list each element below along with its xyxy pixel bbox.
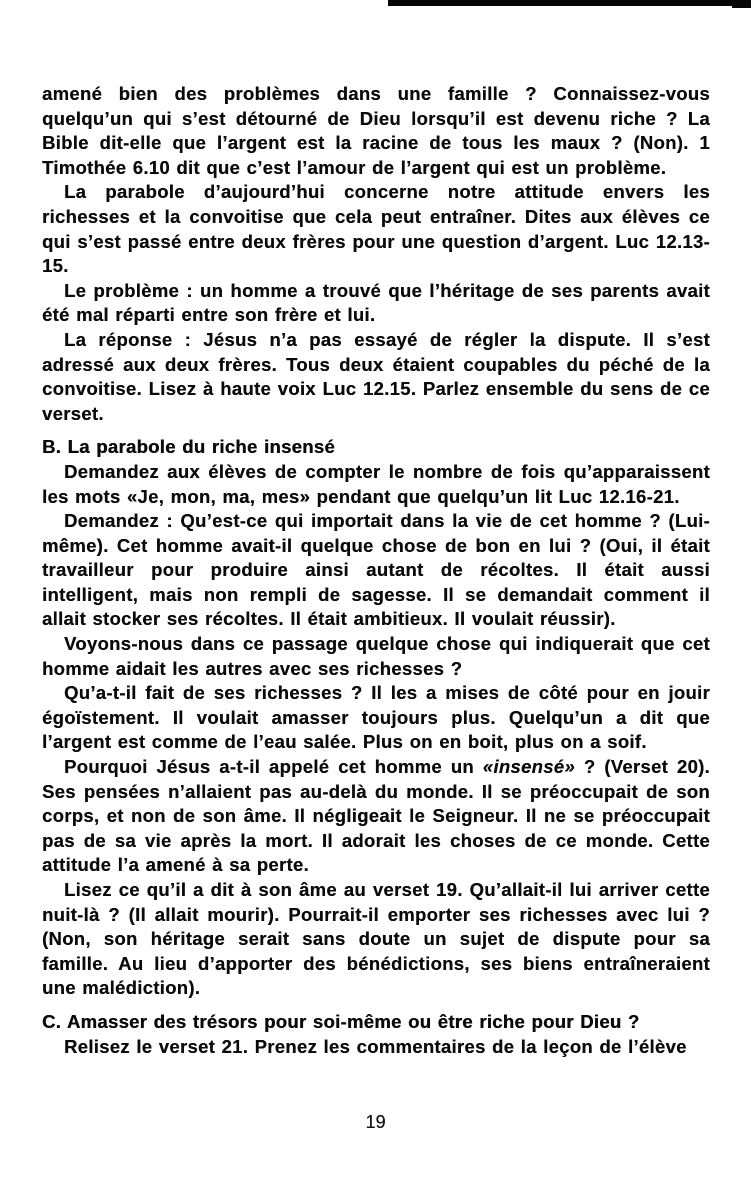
scan-edge-artifact [388, 0, 751, 6]
paragraph-la-reponse: La réponse : Jésus n’a pas essayé de régler la dispute. Il s’est adressé aux deux frères. Tous deux étaient coupables du péché de la convoitise. Lisez à haute voix Luc 12.15. Parlez ensemble du sens de ce verset. [42, 328, 710, 424]
paragraph-insense-after: ? (Verset 20). Ses pensées n’allaient pas au-delà du monde. Il se préoccupait de son corps, et non de son âme. Il négligeait le Seigneur. Il ne se préoccupait pas de sa vie après la mort. Il adorait les choses de ce monde. Cette attitude l’a amené à sa perte. [42, 756, 710, 876]
section-heading-b: B. La parabole du riche insensé [42, 436, 335, 458]
paragraph-eau-salee: Qu’a-t-il fait de ses richesses ? Il les a mises de côté pour en jouir égoïstement. Il voulait amasser toujours plus. Quelqu’un a dit que l’argent est comme de l’eau salée. Plus on en boit, plus on a soif. [42, 682, 710, 753]
paragraph-insense-before: Pourquoi Jésus a-t-il appelé cet homme un [64, 756, 483, 778]
paragraph-money-questions: amené bien des problèmes dans une famille ? Connaissez-vous quelqu’un qui s’est détourné de Dieu lorsqu’il est devenu riche ? La Bible dit-elle que l’argent est la racine de tous les maux ? (Non). 1 Timothée 6.10 dit que c’est l’amour de l’argent qui est un problème. [42, 83, 710, 178]
paragraph-verset-19: Lisez ce qu’il a dit à son âme au verset 19. Qu’allait-il lui arriver cette nuit-là ? (Il allait mourir). Pourrait-il emporter ses richesses avec lui ? (Non, son héritage serait sans doute un sujet de dispute pour sa famille. Au lieu d’apporter des bénédictions, ses biens entraîneraient une malédiction). [42, 879, 710, 999]
paragraph-le-probleme: Le problème : un homme a trouvé que l’héritage de ses parents avait été mal réparti entre son frère et lui. [42, 279, 710, 326]
paragraph-parable-intro: La parabole d’aujourd’hui concerne notre attitude envers les richesses et la convoitise que cela peut entraîner. Dites aux élèves ce qui s’est passé entre deux frères pour une question d’argent. Luc 12.13-15. [42, 181, 710, 277]
lesson-text-block [42, 82, 710, 1059]
paragraph-insense-italic-word: «insensé» [482, 756, 575, 778]
paragraph-demandez-questions: Demandez : Qu’est-ce qui importait dans la vie de cet homme ? (Lui-même). Cet homme avait-il quelque chose de bon en lui ? (Oui, il était travailleur pour produire ainsi autant de récoltes. Il était aussi intelligent, mais non rempli de sagesse. Il se demandait comment il allait stocker ses récoltes. Il était ambitieux. Il voulait réussir). [42, 510, 710, 630]
section-heading-c: C. Amasser des trésors pour soi-même ou être riche pour Dieu ? [42, 1010, 640, 1032]
paragraph-compter-les-mots: Demandez aux élèves de compter le nombre de fois qu’apparaissent les mots «Je, mon, ma, mes» pendant que quelqu’un lit Luc 12.16-21. [42, 460, 710, 507]
scan-edge-artifact-tail [732, 5, 751, 8]
page-number: 19 [365, 1112, 386, 1132]
paragraph-aidait-les-autres: Voyons-nous dans ce passage quelque chose qui indiquerait que cet homme aidait les autres avec ses richesses ? [42, 633, 710, 679]
paragraph-insense [42, 755, 710, 878]
paragraph-relisez-verset-21: Relisez le verset 21. Prenez les commentaires de la leçon de l’élève [64, 1035, 687, 1057]
